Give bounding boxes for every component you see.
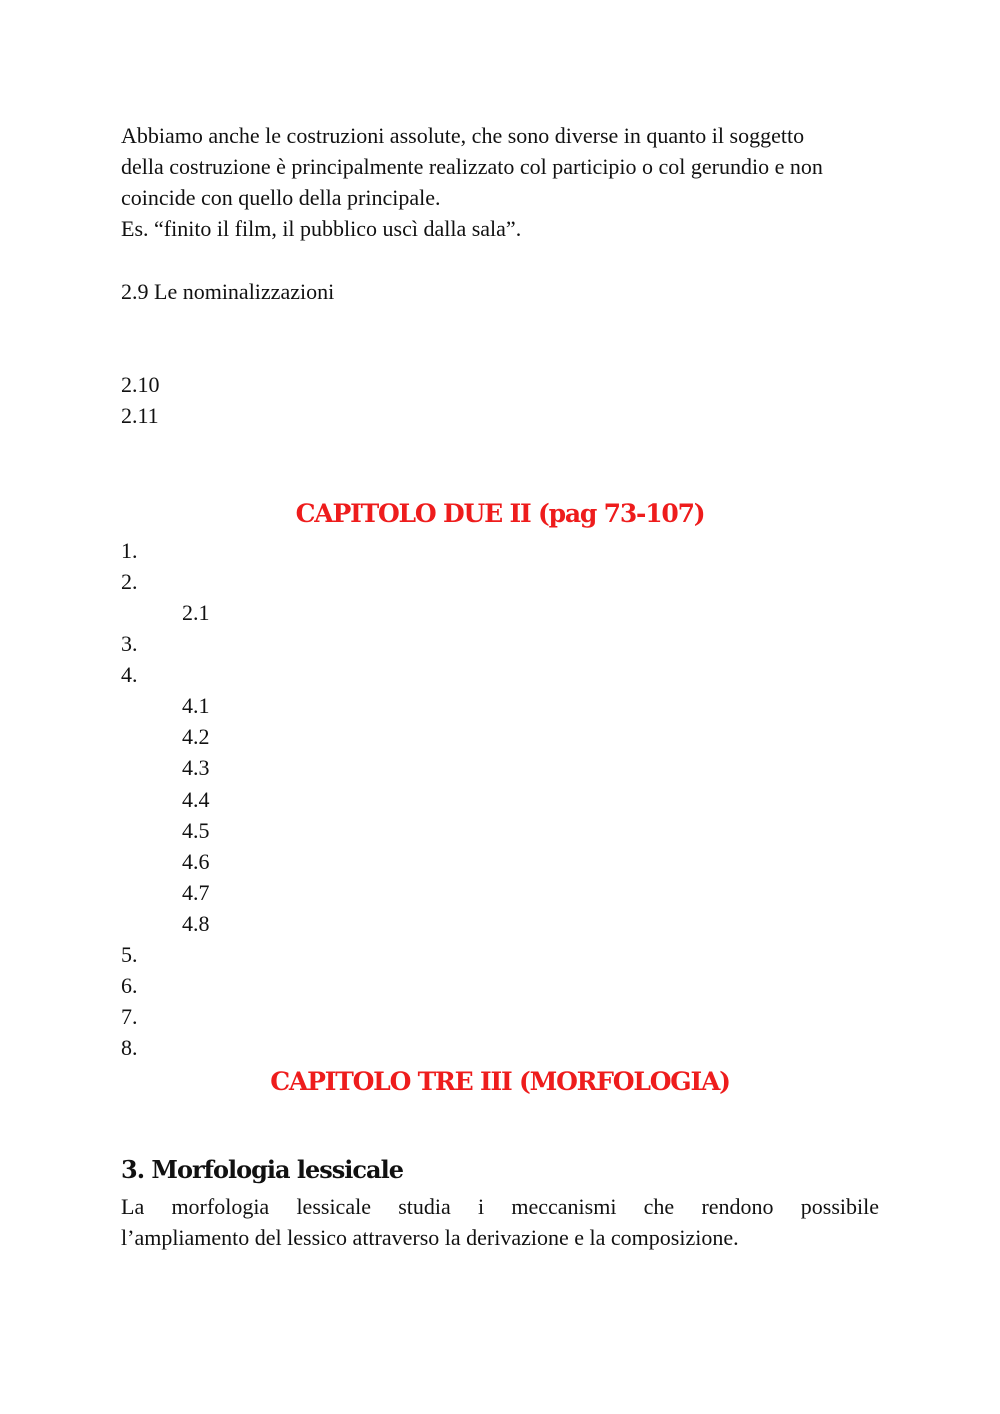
intro-line-2: della costruzione è principalmente realizzato col participio o col gerundio e non (121, 154, 823, 179)
chapter-two-item-4-8: 4.8 (182, 911, 210, 936)
intro-line-1: Abbiamo anche le costruzioni assolute, che sono diverse in quanto il soggetto (121, 123, 805, 148)
intro-example-line: Es. “finito il film, il pubblico uscì dalla sala”. (121, 216, 522, 241)
chapter-two-item-4: 4. (121, 662, 138, 687)
word: rendono (701, 1194, 774, 1219)
chapter-two-item-5: 5. (121, 942, 138, 967)
chapter-two-title: CAPITOLO DUE II (pag 73-107) (295, 499, 705, 528)
chapter-two-item-4-6: 4.6 (182, 849, 210, 874)
morfologia-paragraph-line-2: l’ampliamento del lessico attraverso la derivazione e la composizione. (121, 1225, 739, 1250)
section-2-10-heading: 2.10 (121, 372, 160, 397)
chapter-two-item-3: 3. (121, 631, 138, 656)
word: morfologia (171, 1194, 270, 1219)
chapter-two-item-4-1: 4.1 (182, 693, 210, 718)
chapter-two-item-1: 1. (121, 538, 138, 563)
chapter-two-item-4-3: 4.3 (182, 755, 210, 780)
word: studia (398, 1194, 451, 1219)
chapter-two-item-4-7: 4.7 (182, 880, 210, 905)
chapter-two-item-2: 2. (121, 569, 138, 594)
chapter-two-item-7: 7. (121, 1004, 138, 1029)
section-2-9-heading: 2.9 Le nominalizzazioni (121, 279, 335, 304)
chapter-two-item-6: 6. (121, 973, 138, 998)
word: possibile (800, 1194, 879, 1219)
word: La (121, 1194, 145, 1219)
chapter-two-item-8: 8. (121, 1035, 138, 1060)
morfologia-lessicale-heading: 3. Morfologia lessicale (121, 1155, 403, 1184)
chapter-two-item-4-5: 4.5 (182, 818, 210, 843)
word: che (643, 1194, 675, 1219)
morfologia-paragraph-line-1 (121, 1191, 879, 1222)
intro-line-3: coincide con quello della principale. (121, 185, 441, 210)
chapter-two-item-4-2: 4.2 (182, 724, 210, 749)
word: lessicale (296, 1194, 371, 1219)
section-2-11-heading: 2.11 (121, 403, 159, 428)
word: i (478, 1194, 485, 1219)
word: meccanismi (511, 1194, 617, 1219)
chapter-three-title: CAPITOLO TRE III (MORFOLOGIA) (270, 1067, 730, 1096)
chapter-two-item-2-1: 2.1 (182, 600, 210, 625)
chapter-two-item-4-4: 4.4 (182, 787, 210, 812)
